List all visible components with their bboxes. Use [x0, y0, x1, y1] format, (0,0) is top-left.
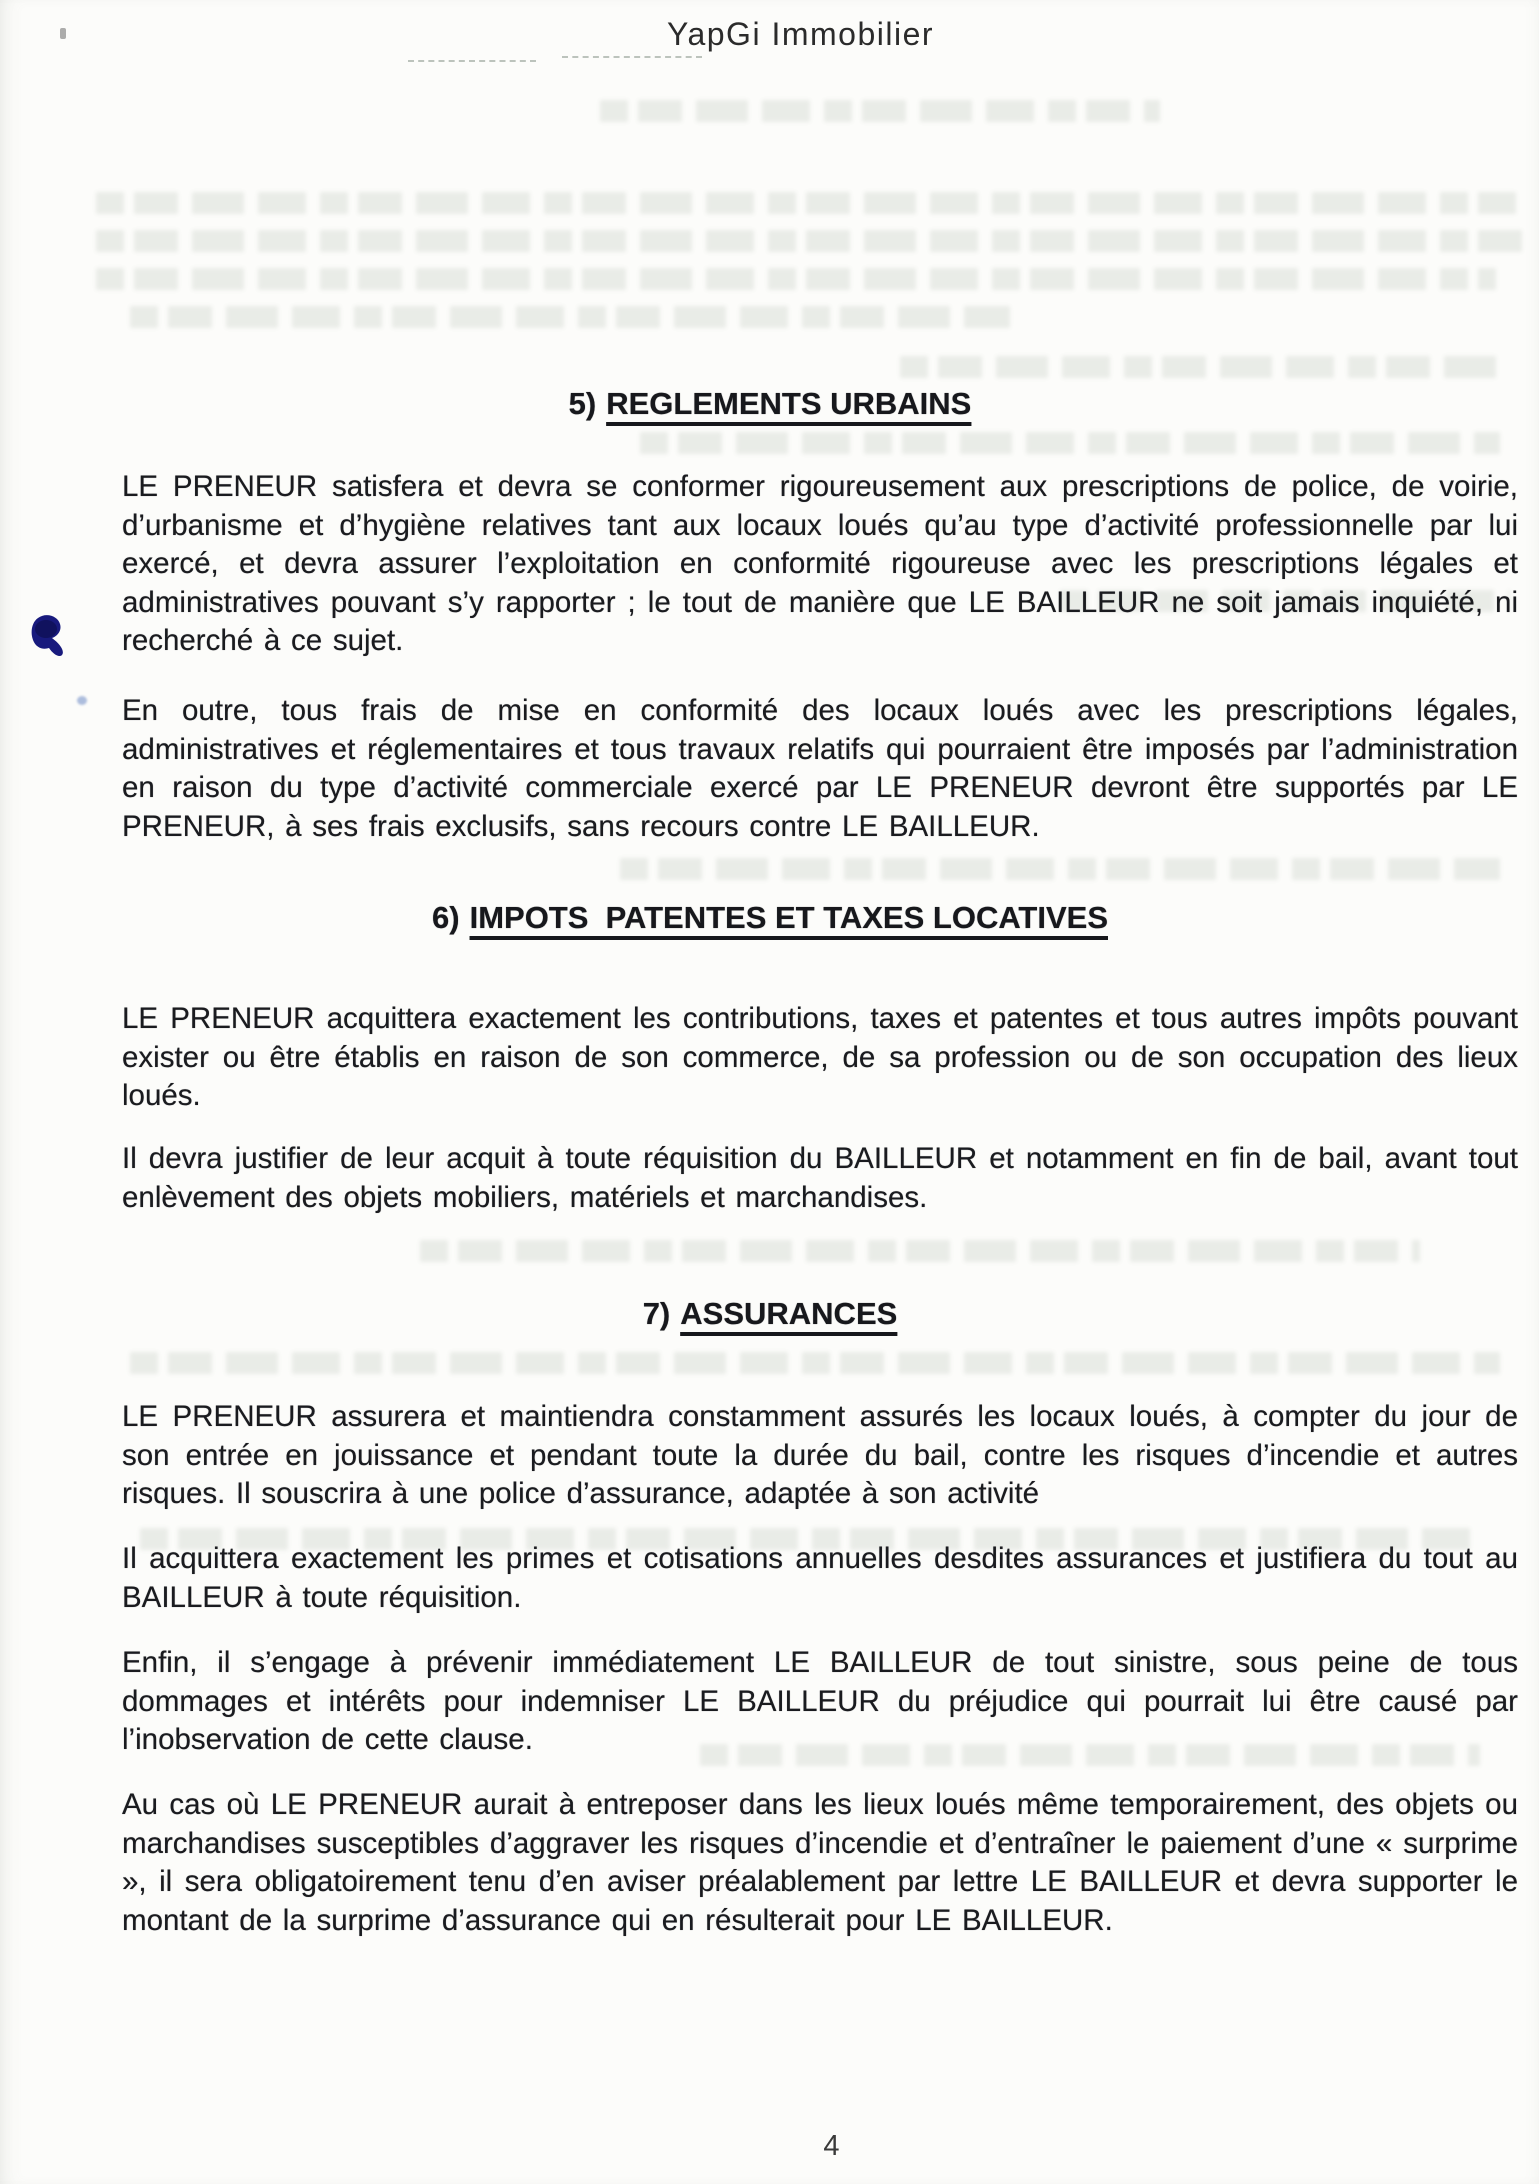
bleed-through-artifact [130, 1352, 1500, 1374]
bleed-through-artifact [420, 1240, 1420, 1262]
contract-paragraph: Enfin, il s’engage à prévenir immédiatement LE BAILLEUR de tout sinistre, sous peine de tous dommages et intérêts pour indemniser LE BAILLEUR du préjudice qui pourrait lui être causé par l’inobservation de cette clause. [122, 1646, 1518, 1757]
bleed-through-artifact [96, 230, 1522, 252]
contract-paragraph: Il acquittera exactement les primes et cotisations annuelles desdites assurances et justifiera du tout au BAILLEUR à toute réquisition. [122, 1542, 1518, 1614]
contract-paragraph: Il devra justifier de leur acquit à toute réquisition du BAILLEUR et notamment en fin de bail, avant tout enlèvement des objets mobiliers, matériels et marchandises. [122, 1142, 1518, 1214]
contract-paragraph: LE PRENEUR assurera et maintiendra constamment assurés les locaux loués, à compter du jour de son entrée en jouissance et pendant toute la durée du bail, contre les risques d’incendie et autres risques. Il souscrira à une police d’assurance, adaptée à son activité [122, 1400, 1518, 1511]
bleed-through-artifact [900, 356, 1510, 378]
section-number: 7) [642, 1296, 671, 1331]
ink-blot-icon [24, 610, 76, 668]
section-title: REGLEMENTS URBAINS [606, 386, 972, 421]
section-heading-impots-patentes [60, 900, 1480, 936]
section-heading-assurances [60, 1296, 1480, 1332]
ink-dot-artifact [77, 696, 87, 705]
section-number: 6) [432, 900, 460, 935]
contract-paragraph: LE PRENEUR satisfera et devra se conformer rigoureusement aux prescriptions de police, de voirie, d’urbanisme et d’hygiène relatives tant aux locaux loués qu’au type d’activité professionnelle par lui exercé, et devra assurer l’exploitation en conformité rigoureuse avec les prescriptions légales et administratives pouvant s’y rapporter ; le tout de manière que LE BAILLEUR ne soit jamais inquiété, ni recherché à ce sujet. [122, 470, 1518, 658]
bleed-through-artifact [640, 432, 1500, 454]
section-number: 5) [568, 386, 597, 421]
bleed-through-artifact [96, 268, 1496, 290]
page-number: 4 [823, 2130, 840, 2162]
bleed-through-artifact [620, 858, 1500, 880]
section-title: ASSURANCES [680, 1296, 898, 1331]
bleed-through-artifact [600, 100, 1160, 122]
section-heading-reglements-urbains [60, 386, 1480, 422]
contract-paragraph: LE PRENEUR acquittera exactement les contributions, taxes et patentes et tous autres impôts pouvant exister ou être établis en raison de son commerce, de sa profession ou de son occupation des lieux loués. [122, 1002, 1518, 1113]
contract-paragraph: En outre, tous frais de mise en conformité des locaux loués avec les prescriptions légales, administratives et réglementaires et tous travaux relatifs qui pourraient être imposés par l’administration en raison du type d’activité commerciale exercé par LE PRENEUR devront être supportés par LE PRENEUR, à ses frais exclusifs, sans recours contre LE BAILLEUR. [122, 694, 1518, 843]
scan-dash-artifact [562, 56, 702, 58]
contract-paragraph: Au cas où LE PRENEUR aurait à entreposer dans les lieux loués même temporairement, des objets ou marchandises susceptibles d’aggraver les risques d’incendie et d’entraîner le paiement d’une « surprime », il sera obligatoirement tenu d’en aviser préalablement par lettre LE BAILLEUR et devra supporter le montant de la surprime d’assurance qui en résulterait pour LE BAILLEUR. [122, 1788, 1518, 1937]
ink-blot-artifact [24, 610, 76, 673]
bleed-through-artifact [130, 306, 1010, 328]
scan-speck-artifact [60, 28, 66, 39]
bleed-through-artifact [96, 192, 1516, 214]
agency-brand-header: YapGi Immobilier [666, 16, 935, 52]
section-title: IMPOTS PATENTES ET TAXES LOCATIVES [469, 900, 1108, 935]
scan-dash-artifact [408, 60, 536, 62]
